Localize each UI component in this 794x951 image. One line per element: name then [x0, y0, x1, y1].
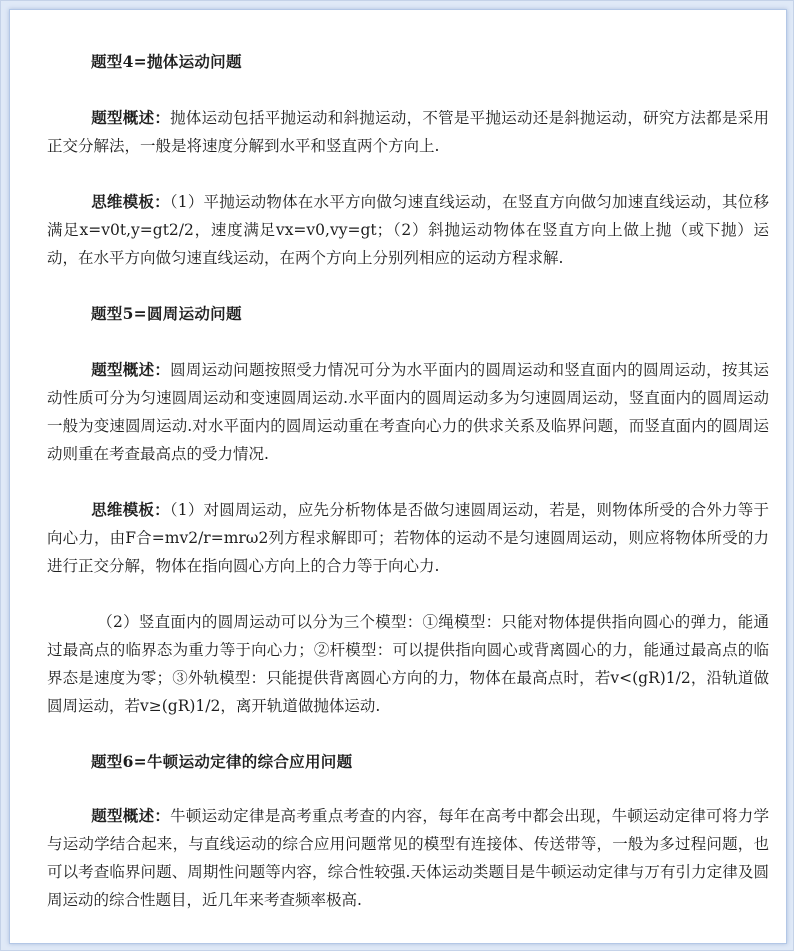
section-title-type5: 题型5=圆周运动问题	[91, 304, 242, 323]
overview-type5	[47, 356, 769, 468]
template-extra-text: （2）竖直面内的圆周运动可以分为三个模型：①绳模型：只能对物体提供指向圆心的弹力，能通过最高点的临界态为重力等于向心力；②杆模型：可以提供指向圆心或背离圆心的力，能通过最高点的临界态是速度为零；③外轨模型：只能提供背离圆心方向的力，物体在最高点时，若v<(gR)1/2，沿轨道做圆周运动，若v≥(gR)1/2，离开轨道做抛体运动.	[47, 613, 769, 715]
overview-type4	[47, 104, 769, 160]
template-label: 思维模板：	[91, 192, 170, 211]
template-label: 思维模板：	[91, 500, 170, 519]
document-content	[47, 46, 769, 914]
template-type4	[47, 188, 769, 272]
overview-label: 题型概述：	[91, 806, 171, 825]
template-text: （1）对圆周运动，应先分析物体是否做匀速圆周运动，若是，则物体所受的合外力等于向心力，由F合=mv2/r=mrω2列方程求解即可；若物体的运动不是匀速圆周运动，则应将物体所受的力进行正交分解，物体在指向圆心方向上的合力等于向心力.	[47, 501, 769, 575]
overview-text: 圆周运动问题按照受力情况可分为水平面内的圆周运动和竖直面内的圆周运动，按其运动性质可分为匀速圆周运动和变速圆周运动.水平面内的圆周运动多为匀速圆周运动，竖直面内的圆周运动一般为变速圆周运动.对水平面内的圆周运动重在考查向心力的供求关系及临界问题，而竖直面内的圆周运动则重在考查最高点的受力情况.	[47, 361, 769, 463]
document-sheet	[9, 9, 787, 944]
section-title-type6: 题型6=牛顿运动定律的综合应用问题	[91, 752, 353, 771]
template-type5-part2	[47, 608, 769, 720]
overview-label: 题型概述：	[91, 108, 171, 127]
overview-text: 抛体运动包括平抛运动和斜抛运动，不管是平抛运动还是斜抛运动，研究方法都是采用正交分解法，一般是将速度分解到水平和竖直两个方向上.	[47, 109, 769, 155]
template-type5	[47, 496, 769, 580]
section-title-type4: 题型4=抛体运动问题	[91, 52, 242, 71]
overview-type6	[47, 802, 769, 914]
template-text: （1）平抛运动物体在水平方向做匀速直线运动，在竖直方向做匀加速直线运动，其位移满足x=v0t,y=gt2/2，速度满足vx=v0,vy=gt；（2）斜抛运动物体在竖直方向上做上抛（或下抛）运动，在水平方向做匀速直线运动，在两个方向上分别列相应的运动方程求解.	[47, 193, 769, 267]
overview-label: 题型概述：	[91, 360, 171, 379]
overview-text: 牛顿运动定律是高考重点考查的内容，每年在高考中都会出现，牛顿运动定律可将力学与运动学结合起来，与直线运动的综合应用问题常见的模型有连接体、传送带等，一般为多过程问题，也可以考查临界问题、周期性问题等内容，综合性较强.天体运动类题目是牛顿运动定律与万有引力定律及圆周运动的综合性题目，近几年来考查频率极高.	[47, 807, 769, 909]
